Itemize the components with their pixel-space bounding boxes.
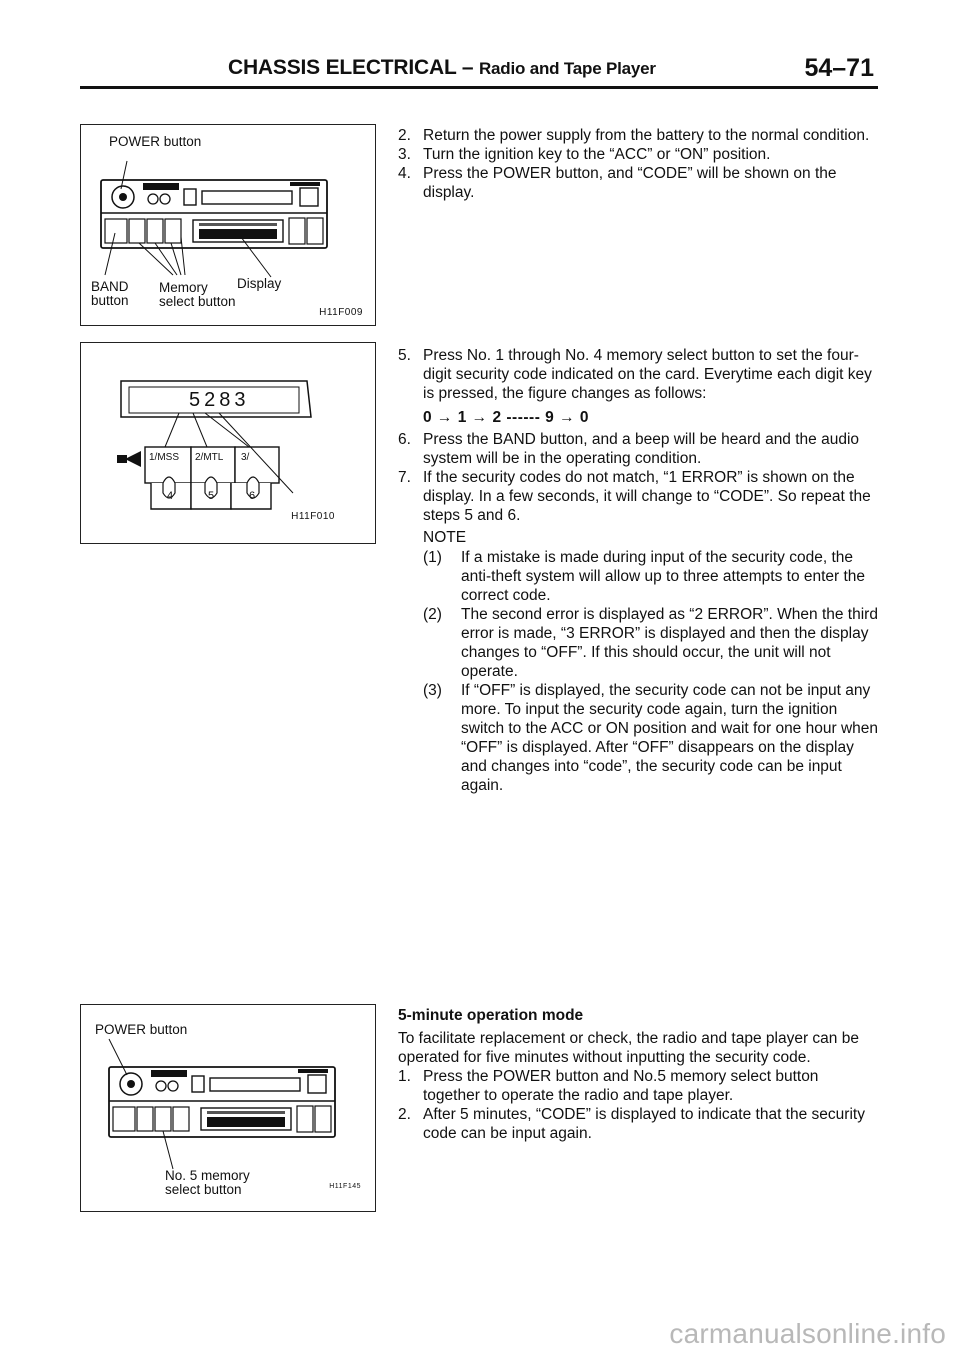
step-3: 3. Turn the ignition key to the “ACC” or “ON” position. [398, 146, 771, 163]
steps-power-on [398, 126, 878, 202]
step-1: 1. Press the POWER button and No.5 memory select button together to operate the radio and tape player. [398, 1068, 819, 1104]
note-title: NOTE [423, 529, 467, 546]
figure-code: H11F010 [291, 511, 335, 522]
memory-button-6: 6 [249, 490, 256, 502]
figure-code: H11F009 [319, 307, 363, 318]
memory-select-label: Memory select button [159, 280, 236, 309]
page-header [80, 56, 878, 89]
step-4: 4. Press the POWER button, and “CODE” will be shown on the display. [398, 165, 837, 201]
steps-code-entry [398, 346, 878, 795]
figure-display-buttons [80, 342, 376, 544]
memory-button-4: 4 [167, 490, 174, 502]
watermark: carmanualsonline.info [669, 1318, 946, 1349]
step-2: 2. After 5 minutes, “CODE” is displayed to indicate that the security code can be input again. [398, 1106, 865, 1142]
note-item-1: (1) If a mistake is made during input of the security code, the anti-theft system will allow up to three attempts to enter the correct code. [423, 549, 866, 604]
digit-sequence: 0 → 1 → 2 ------ 9 → 0 [423, 409, 590, 426]
section-intro: To facilitate replacement or check, the radio and tape player can be operated for five minutes without inputting the security code. [398, 1030, 859, 1066]
display-label: Display [237, 276, 282, 291]
step-7: 7. If the security codes do not match, “1 ERROR” is shown on the display. In a few seconds, it will change to “CODE”. So repeat the steps 5 and 6. [398, 469, 871, 524]
figure-five-minute-mode [80, 1004, 376, 1212]
section-heading: 5-minute operation mode [398, 1007, 584, 1024]
memory-button-5: 5 [208, 490, 215, 502]
step-2: 2. Return the power supply from the battery to the normal condition. [398, 127, 870, 144]
note-list [398, 548, 878, 795]
page-number: 54–71 [804, 54, 874, 82]
five-minute-section [398, 1006, 878, 1143]
power-button-label: POWER button [95, 1022, 188, 1037]
power-button-label: POWER button [109, 134, 202, 149]
memory-5-label: No. 5 memory select button [165, 1168, 250, 1197]
step-5: 5. Press No. 1 through No. 4 memory select button to set the four-digit security code indicated on the card. Everytime each digit key is pressed, the figure changes as follows: [398, 347, 872, 402]
figure-code: H11F145 [329, 1183, 361, 1190]
memory-button-3: 3/ [241, 452, 250, 463]
step-6: 6. Press the BAND button, and a beep will be heard and the audio system will be in the operating condition. [398, 431, 860, 467]
memory-button-2: 2/MTL [195, 452, 224, 463]
display-readout: 5283 [189, 389, 250, 411]
figure-radio-panel [80, 124, 376, 326]
memory-button-1: 1/MSS [149, 452, 180, 463]
page-title: CHASSIS ELECTRICAL – Radio and Tape Player [228, 56, 656, 79]
band-button-label: BAND button [91, 279, 129, 308]
note-item-3: (3) If “OFF” is displayed, the security code can not be input any more. To input the security code again, turn the ignition switch to the ACC or ON position and wait for one hour when “OFF” is displayed. After “OFF” disappears on the display and changes into “code”, the security code can be input again. [423, 682, 878, 794]
note-item-2: (2) The second error is displayed as “2 ERROR”. When the third error is made, “3 ERROR” is displayed and then the display changes to “OFF”. If this should occur, the unit will not operate. [423, 606, 878, 680]
page-subtitle: Radio and Tape Player [478, 59, 656, 78]
